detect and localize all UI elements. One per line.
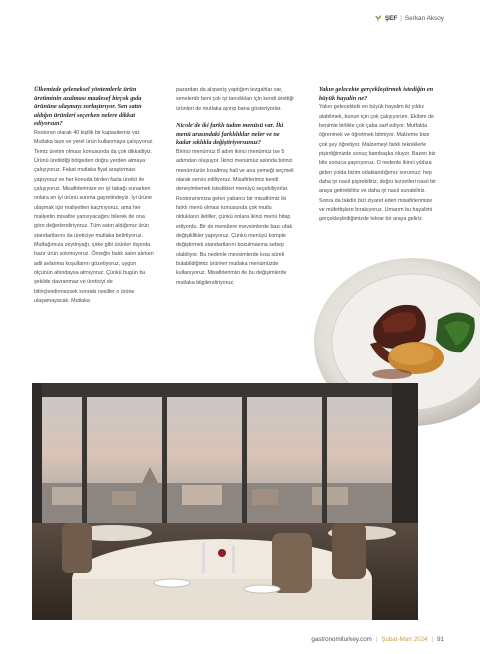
interview-question: Yakın gelecekte gerçekleştirmek istediğin en büyük hayalin ne? — [319, 86, 434, 102]
page-footer — [311, 636, 444, 643]
interview-answer-continued: pazardan da alışveriş yaptığım tezgahlar var, senelerdir beni çok iyi tanıdıkları için kendi ürettiği ürünleri de mutlaka ayırıp bana gösteriyorlar. — [176, 87, 294, 112]
interview-answer: Restoran olarak 40 kişilik bir kapasitemiz var. Mutlaka taze ve yerel ürün kullanmaya çalışıyoruz. Temiz üretim olması konusunda da çok dikkatliyiz. Ürünü üretildiği bölgeden doğru yerden almaya çalışıyoruz. Fakat mutlaka fiyat araştırması yapıyoruz ve her konuda birden fazla üretici ile çalışıyoruz. Misafirlerimize en iyi tabağı sunarken onlara en iyi ürünü sunma gayretindeyiz. İyi ürüne ulaşmak için maliyetten kaçmıyoruz, ama her maliyetin misafire yansıyacağını bilerek de ona göre değerlendiriyoruz. Tüm satın aldığımız ürün standartlarını da üreticiye mutlaka belirtiyoruz. Mutfağımıza zeytinyağı, şirke gibi ürünler dışında hazır ürün sokmuyoruz. Örneğin balık satın alırken adil avlanma koşullarını gözetiyoruz, uygun ölçünün altındaysa almıyoruz. Çünkü bugün bu şekilde davranmaz ve üreticiyi de bilinçlendirmezsek sonraki nesiller o ürüne ulaşamayacak. Mutlaka — [34, 129, 154, 305]
article-column-2 — [176, 86, 296, 288]
page-header — [374, 14, 444, 22]
leaf-icon — [374, 14, 382, 22]
header-separator: | — [400, 14, 402, 22]
restaurant-interior-photo — [32, 383, 418, 620]
article-column-3 — [319, 86, 439, 225]
page-number: 91 — [437, 636, 444, 643]
interview-question: Nicole'de iki farklı tadım menüsü var. İki menü arasındaki farklılıklar neler ve ne kadar sıklıkla değiştiriyorsunuz? — [176, 122, 284, 147]
article-column-1 — [34, 86, 154, 307]
interview-answer: Birinci menümüz 8 adım ikinci menümüz ise 5 adımdan oluşuyor. İkinci menümüz aslında birinci menümüzün kısaltmış hali ve ana yemeği seçmeli olarak servis ediliyoruz. Misafirlerimiz kendi deneyimlemek istedikleri menüyü seçebiliyorlar. Restoranımıza gelen yabancı bir misafirimiz iki farklı menü olması konusunda çok mutlu oldukların iletiller, çünkü onlara ikinci menü hitap ediyordu. Bir de menülere mevsimlerde bazı ufak değişiklikler yapıyoruz. Çünkü menüyü komple değiştirmek standartlarını bozulmasına sebep olabiliyor. Bu nedenle mevsimlerde kısa süreli bulabildiğimiz ürünleri mutlaka menümüzde kullanıyoruz. Misafirlerimizi de bu değişimlerde mutlaka bilgilendiriyoruz. — [176, 148, 294, 286]
footer-separator: | — [431, 636, 434, 643]
interview-question: Ülkemizde geleneksel yöntemlerle ürün üretiminin azalması maalesef birçok gıda ürününe ulaşmayı zorlaştırıyor. Sen satın aldığın ürünleri seçerken nelere dikkat ediyorsun? — [34, 86, 142, 128]
author-name: Serkan Aksoy — [404, 14, 444, 22]
site-url: gastronomiturkey.com — [311, 636, 372, 643]
footer-separator: | — [375, 636, 378, 643]
section-label: ŞEF — [384, 14, 398, 22]
issue-date: Şubat-Mart 2024 — [381, 636, 428, 643]
interview-answer: Yakın gelecekteki en büyük hayalim iki yıldız alabilmek, bunun için çok çalışıyorum. Ekibim de benimle birlikte çok çaba sarf ediyor. Mutfakta öğrenmek ve öğretmek bitmiyor. Malzeme bize çok şey öğretiyor. Malzemeyi farklı tekniklerle pişirdiğimizde sonuç bambaşka oluyor. Bazen biz bile sonuca şaşırıyoruz. O nedenle ikinci yıldıza giden yolda bizim odaklandığımız sorumuz; hep daha iyi nasıl pişirebiliriz, doğru lezzetleri nasıl bir araya getirebiliriz ve daha iyi nasıl sunabiliriz. Sonra da takdiri bizi ziyaret eden misafirlerimize ve müfettişlere bırakıyoruz. Umarım bu hayalimi gerçekleştirdiğimizde tekrar bir araya geliriz. — [319, 104, 437, 223]
